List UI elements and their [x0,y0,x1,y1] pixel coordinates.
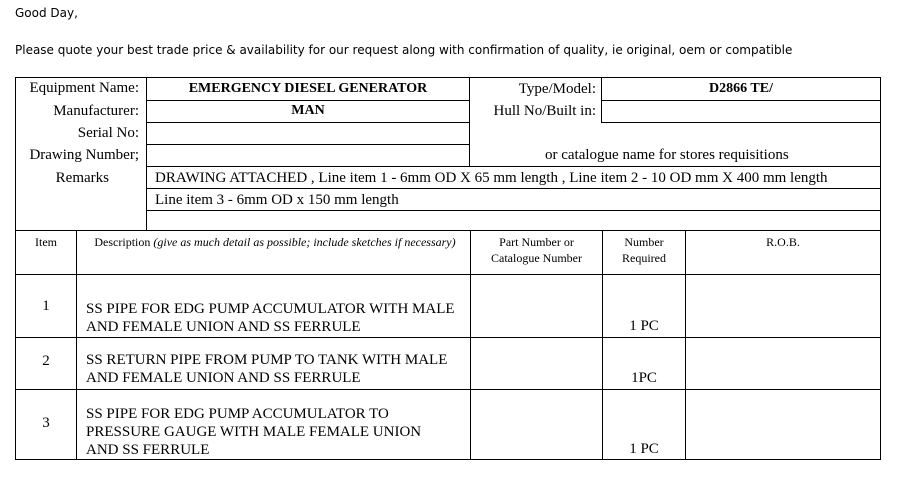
manufacturer-label: Manufacturer: [53,103,139,119]
header-number-line-1: Number [624,235,664,249]
header-bottom-line [15,274,881,275]
remarks-line [146,210,881,211]
remarks-label: Remarks [55,170,109,186]
request-text: Please quote your best trade price & availability for our request along with confirmation of quality, ie original, oem or compatible [15,43,793,57]
header-part-number [471,234,602,266]
field-line [146,100,470,101]
field-line [146,166,881,167]
row-2-description: SS RETURN PIPE FROM PUMP TO TANK WITH MALE AND FEMALE UNION AND SS FERRULE [86,352,448,386]
header-number-required [603,234,685,266]
row-3-description: SS PIPE FOR EDG PUMP ACCUMULATOR TO PRESSURE GAUGE WITH MALE FEMALE UNION AND SS FERRULE [86,406,422,458]
manufacturer-value: MAN [291,103,325,118]
row-divider [15,337,881,338]
header-description-note: (give as much detail as possible; include sketches if necessary) [153,235,456,249]
column-line [76,230,77,460]
row-1-quantity: 1 PC [629,318,659,334]
equipment-name-value: EMERGENCY DIESEL GENERATOR [188,81,428,96]
row-3-item: 3 [42,415,50,431]
header-item: Item [35,235,57,249]
row-divider [15,389,881,390]
type-model-value: D2866 TE/ [709,81,773,96]
field-line [601,122,881,123]
remarks-line-1: DRAWING ATTACHED , Line item 1 - 6mm OD X 65 mm length , Line item 2 - 10 OD mm X 400 mm length [155,170,828,186]
hull-no-label: Hull No/Built in: [493,103,596,119]
form-border-right [880,77,881,460]
header-description [90,234,460,250]
column-line [685,230,686,460]
header-part-line-2: Catalogue Number [491,251,582,265]
header-rob: R.O.B. [766,235,800,249]
remarks-divider [146,166,147,230]
row-2-quantity: 1PC [631,370,657,386]
remarks-line-2: Line item 3 - 6mm OD x 150 mm length [155,192,399,208]
header-part-line-1: Part Number or [499,235,574,249]
field-line [601,100,881,101]
header-description-label: Description [94,235,151,249]
field-line [146,122,470,123]
field-line [146,144,470,145]
equipment-name-label: Equipment Name: [29,80,139,96]
greeting-text: Good Day, [15,6,78,20]
header-number-line-2: Required [622,251,666,265]
form-border-left [15,77,16,460]
row-1-item: 1 [42,298,50,314]
catalogue-note: or catalogue name for stores requisitions [545,147,789,163]
row-2-item: 2 [42,353,50,369]
table-top-line [15,230,881,231]
drawing-number-label: Drawing Number; [29,147,139,163]
row-1-description: SS PIPE FOR EDG PUMP ACCUMULATOR WITH MALE AND FEMALE UNION AND SS FERRULE [86,301,455,335]
serial-no-label: Serial No: [77,125,139,141]
form-border-top [15,77,881,78]
table-bottom-line [15,459,881,460]
type-model-label: Type/Model: [518,81,596,97]
row-3-quantity: 1 PC [629,441,659,457]
remarks-line [146,188,881,189]
